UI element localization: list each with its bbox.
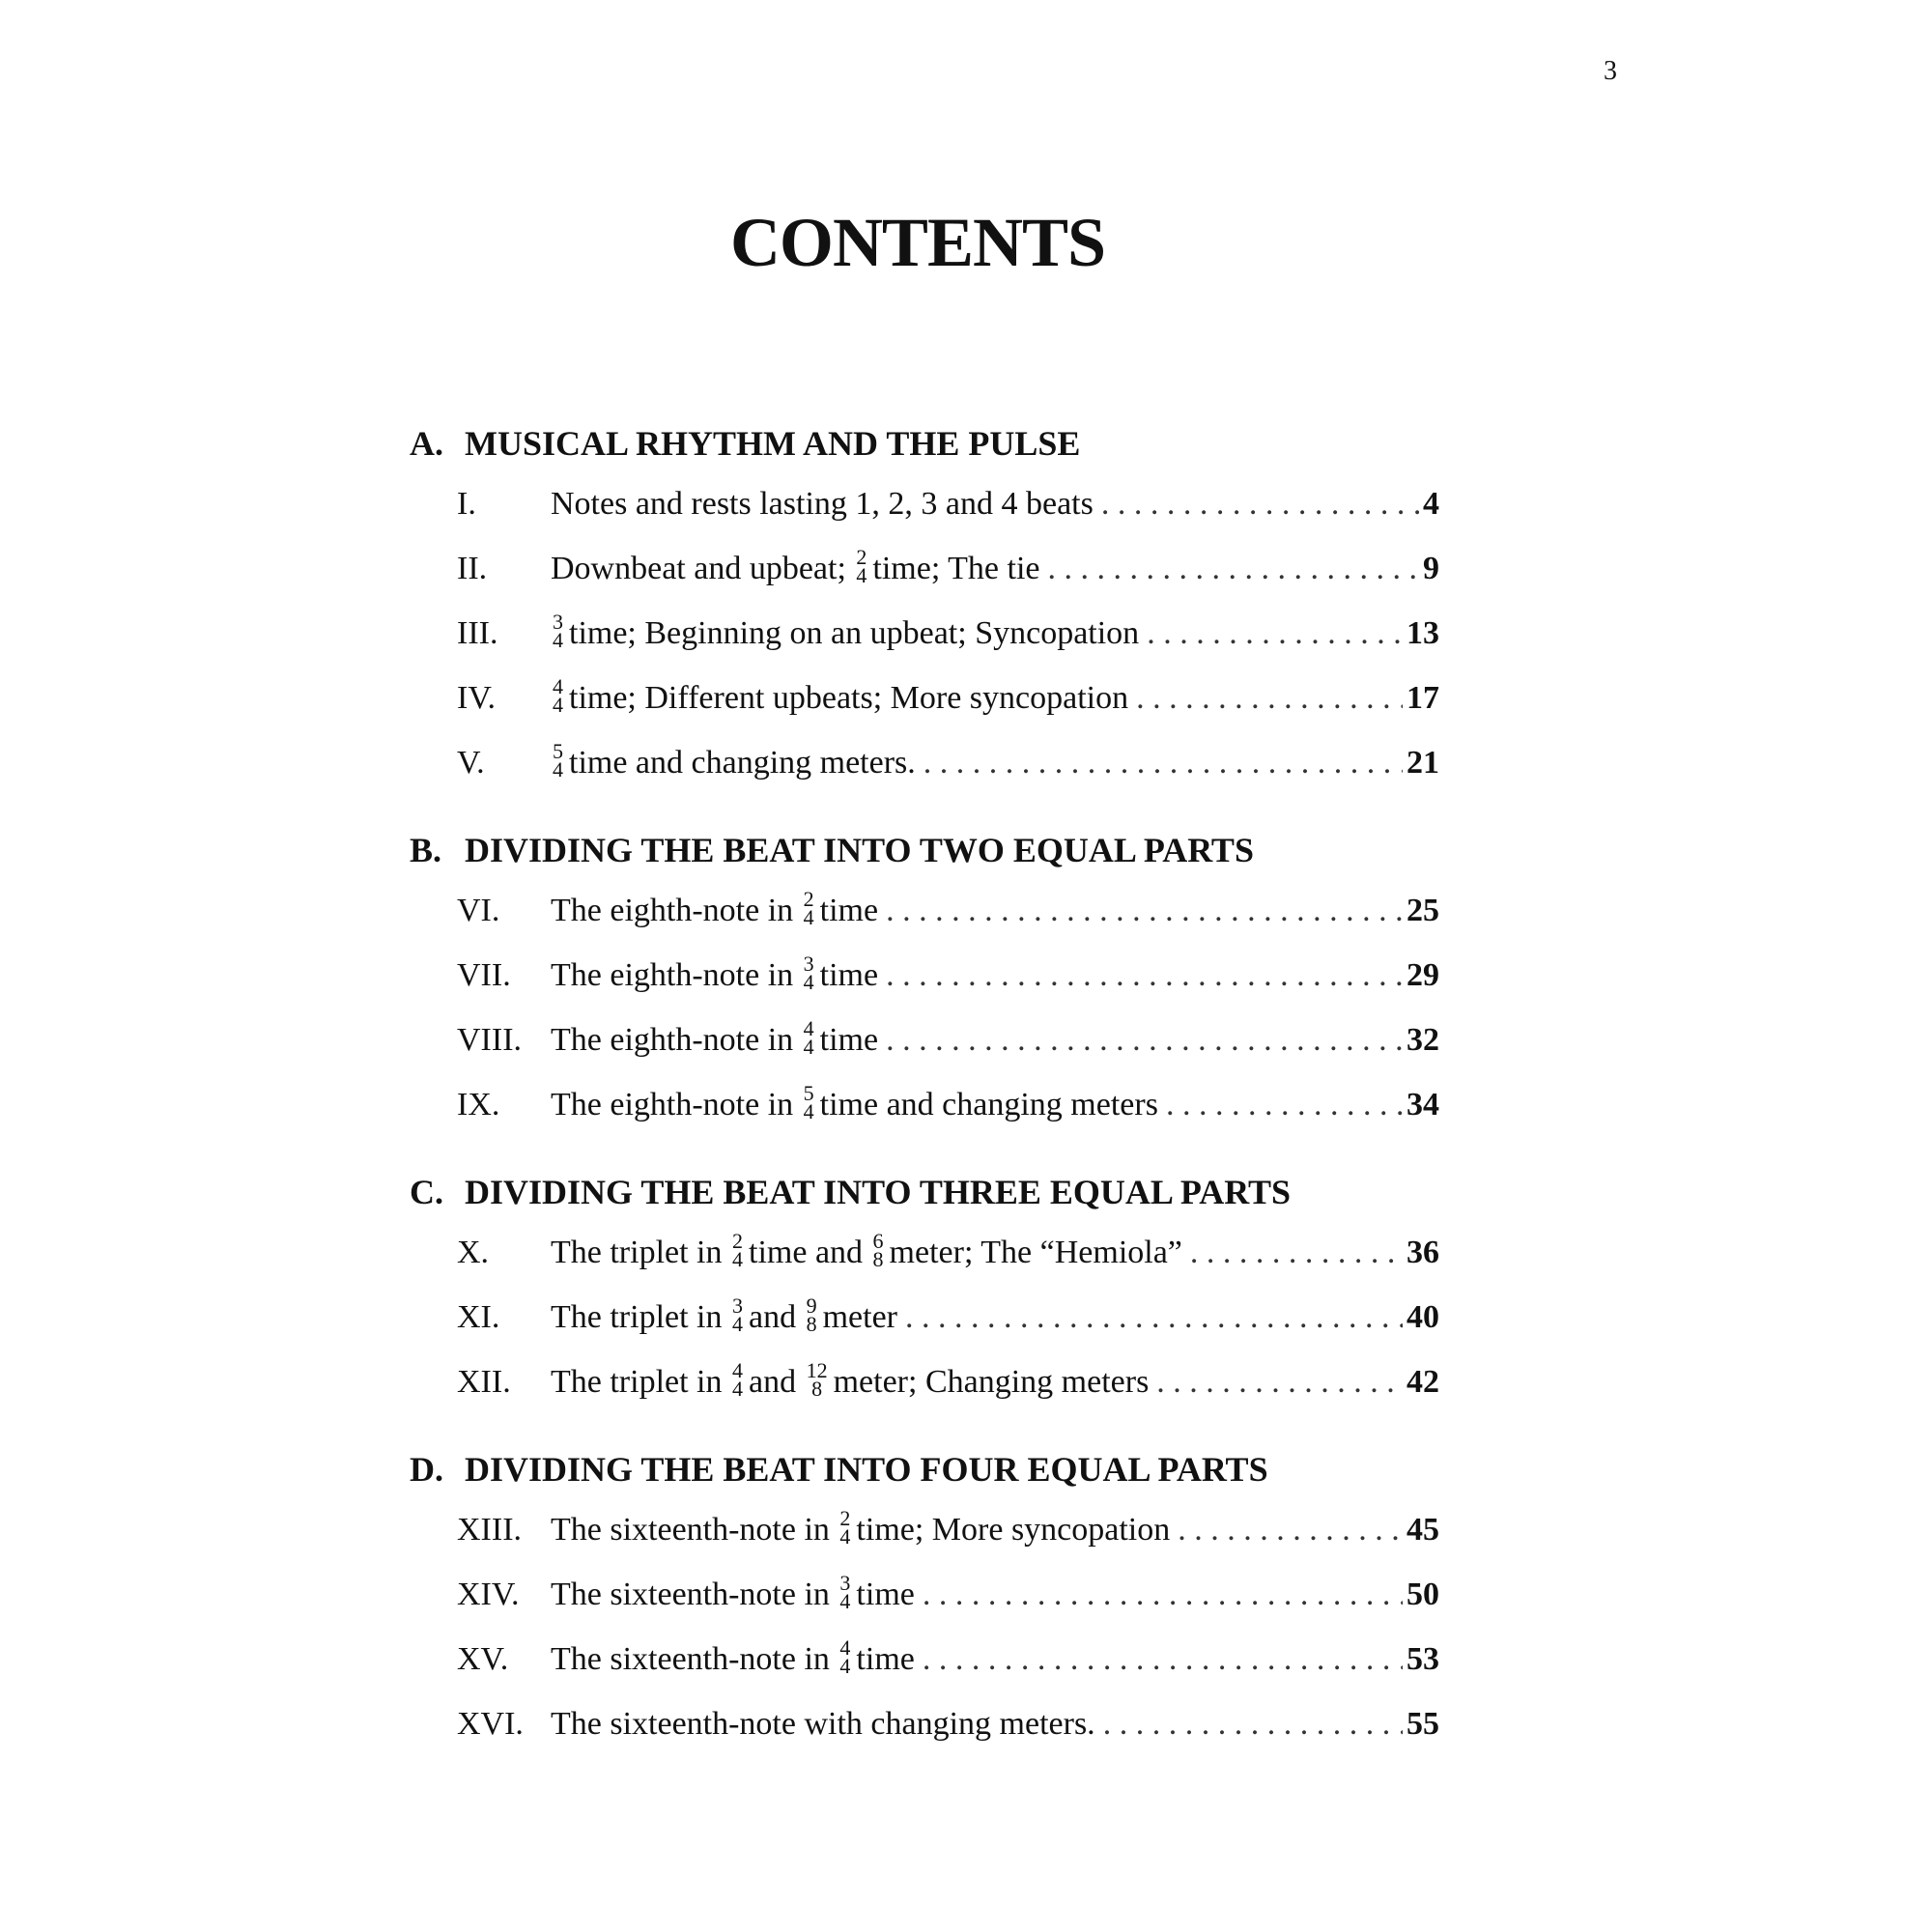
entry-title-text: The sixteenth-note in	[551, 1577, 838, 1612]
entry-title	[551, 730, 916, 795]
entry-title	[551, 1008, 878, 1072]
time-signature-numerator: 5	[553, 739, 563, 764]
entry-title	[551, 943, 878, 1008]
time-signature-numerator: 5	[803, 1081, 814, 1106]
section-letter: D.	[410, 1450, 443, 1489]
entry-page-number: 50	[1406, 1577, 1439, 1612]
time-signature	[732, 1229, 744, 1272]
time-signature	[803, 1016, 814, 1060]
entry-page-number: 45	[1406, 1512, 1439, 1548]
entry-title	[551, 878, 878, 943]
entry-title	[551, 666, 1128, 730]
time-signature-denominator: 4	[553, 757, 563, 782]
toc-entry[interactable]	[410, 1497, 1439, 1562]
entry-page-number: 4	[1423, 486, 1439, 522]
entry-number: XIV.	[457, 1577, 520, 1612]
toc-section	[410, 415, 1439, 795]
section-letter: C.	[410, 1173, 443, 1211]
table-of-contents	[410, 415, 1439, 1756]
entry-title-text: and	[749, 1299, 805, 1335]
toc-entry[interactable]	[410, 536, 1439, 601]
entry-page-number: 21	[1406, 745, 1439, 781]
dot-leader	[1147, 601, 1403, 666]
toc-entry[interactable]	[410, 1220, 1439, 1285]
time-signature	[732, 1293, 744, 1337]
dot-leader	[905, 1285, 1403, 1350]
time-signature-denominator: 4	[553, 628, 563, 653]
time-signature	[856, 545, 867, 588]
toc-entry[interactable]	[410, 1691, 1439, 1756]
entry-number: XVI.	[457, 1706, 524, 1742]
time-signature-denominator: 4	[803, 970, 814, 995]
time-signature	[803, 952, 814, 995]
toc-section	[410, 822, 1439, 1137]
time-signature-numerator: 6	[872, 1229, 884, 1254]
dot-leader	[886, 943, 1403, 1008]
section-letter: A.	[410, 424, 443, 463]
entry-title-text: The triplet in	[551, 1235, 731, 1270]
section-letter: B.	[410, 831, 442, 869]
entry-title-text: The sixteenth-note with changing meters.	[551, 1706, 1095, 1742]
entry-title-text: time	[819, 1022, 879, 1058]
toc-section	[410, 1164, 1439, 1414]
entry-title-text: meter; The “Hemiola”	[889, 1235, 1182, 1270]
entry-title-text: The triplet in	[551, 1364, 731, 1400]
dot-leader	[1101, 471, 1419, 536]
toc-entry[interactable]	[410, 1285, 1439, 1350]
time-signature	[553, 674, 563, 718]
entry-page-number: 25	[1406, 893, 1439, 928]
entry-page-number: 36	[1406, 1235, 1439, 1270]
entry-page-number: 32	[1406, 1022, 1439, 1058]
page-number: 3	[1604, 56, 1617, 86]
section-heading-text: DIVIDING THE BEAT INTO FOUR EQUAL PARTS	[465, 1450, 1268, 1489]
time-signature-numerator: 9	[806, 1293, 817, 1319]
time-signature-numerator: 12	[806, 1358, 828, 1383]
time-signature	[803, 1081, 814, 1124]
time-signature	[872, 1229, 884, 1272]
dot-leader	[1156, 1350, 1403, 1414]
time-signature-numerator: 4	[732, 1358, 744, 1383]
section-heading	[410, 822, 1439, 878]
dot-leader	[923, 1562, 1403, 1627]
section-heading	[410, 1441, 1439, 1497]
entry-title-text: time; More syncopation	[856, 1512, 1171, 1548]
toc-section	[410, 1441, 1439, 1756]
entry-title-text: time; The tie	[872, 551, 1040, 586]
entry-title	[551, 1691, 1095, 1756]
dot-leader	[1048, 536, 1419, 601]
dot-leader	[923, 1627, 1403, 1691]
section-heading-text: DIVIDING THE BEAT INTO TWO EQUAL PARTS	[465, 831, 1254, 869]
entry-title-text: time	[856, 1641, 915, 1677]
entry-title-text: time and changing meters.	[569, 745, 916, 781]
dot-leader	[1178, 1497, 1403, 1562]
entry-title-text: meter; Changing meters	[833, 1364, 1150, 1400]
time-signature	[806, 1293, 817, 1337]
entry-page-number: 17	[1406, 680, 1439, 716]
entry-number: IX.	[457, 1087, 500, 1122]
time-signature-numerator: 3	[803, 952, 814, 977]
entry-title-text: time; Different upbeats; More syncopation	[569, 680, 1129, 716]
entry-title-text: time	[856, 1577, 915, 1612]
time-signature-denominator: 4	[803, 905, 814, 930]
entry-title	[551, 1285, 897, 1350]
entry-title	[551, 601, 1139, 666]
entry-number: VI.	[457, 893, 500, 928]
toc-entry[interactable]	[410, 1350, 1439, 1414]
time-signature-denominator: 4	[839, 1654, 851, 1679]
time-signature	[839, 1571, 851, 1614]
time-signature-denominator: 4	[803, 1035, 814, 1060]
time-signature-denominator: 8	[872, 1247, 884, 1272]
time-signature-denominator: 4	[732, 1312, 744, 1337]
time-signature-numerator: 4	[553, 674, 563, 699]
entry-number: III.	[457, 615, 498, 651]
entry-title-text: time and	[749, 1235, 871, 1270]
time-signature-denominator: 4	[839, 1524, 851, 1549]
time-signature-numerator: 2	[803, 887, 814, 912]
toc-entry[interactable]	[410, 1562, 1439, 1627]
entry-title	[551, 1627, 915, 1691]
toc-entry[interactable]	[410, 1627, 1439, 1691]
time-signature	[732, 1358, 744, 1402]
entry-number: I.	[457, 486, 476, 522]
entry-title-text: The eighth-note in	[551, 1087, 802, 1122]
entry-number: IV.	[457, 680, 496, 716]
section-heading	[410, 415, 1439, 471]
entry-title	[551, 536, 1040, 601]
time-signature-numerator: 3	[839, 1571, 851, 1596]
entry-number: XII.	[457, 1364, 511, 1400]
entry-title	[551, 471, 1094, 536]
time-signature-numerator: 4	[803, 1016, 814, 1041]
time-signature-denominator: 8	[811, 1377, 823, 1402]
entry-title-text: The triplet in	[551, 1299, 731, 1335]
toc-entry[interactable]	[410, 471, 1439, 536]
time-signature-numerator: 2	[732, 1229, 744, 1254]
time-signature-numerator: 2	[839, 1506, 851, 1531]
entry-title	[551, 1072, 1158, 1137]
dot-leader	[1103, 1691, 1403, 1756]
toc-entry[interactable]	[410, 601, 1439, 666]
time-signature-denominator: 4	[732, 1247, 744, 1272]
entry-title	[551, 1562, 915, 1627]
dot-leader	[886, 1008, 1403, 1072]
entry-title-text: time; Beginning on an upbeat; Syncopation	[569, 615, 1140, 651]
entry-title-text: time	[819, 957, 879, 993]
time-signature	[839, 1506, 851, 1549]
entry-page-number: 55	[1406, 1706, 1439, 1742]
entry-title-text: Notes and rests lasting 1, 2, 3 and 4 beats	[551, 486, 1094, 522]
entry-title	[551, 1350, 1149, 1414]
toc-entry[interactable]	[410, 1008, 1439, 1072]
entry-number: VII.	[457, 957, 511, 993]
time-signature-numerator: 3	[732, 1293, 744, 1319]
entry-page-number: 29	[1406, 957, 1439, 993]
entry-title-text: time and changing meters	[819, 1087, 1158, 1122]
entry-title-text: The eighth-note in	[551, 1022, 802, 1058]
entry-page-number: 42	[1406, 1364, 1439, 1400]
page-title: CONTENTS	[729, 204, 1106, 281]
dot-leader	[886, 878, 1403, 943]
entry-page-number: 9	[1423, 551, 1439, 586]
entry-title-text: The sixteenth-note in	[551, 1512, 838, 1548]
time-signature-denominator: 4	[856, 563, 867, 588]
toc-entry[interactable]	[410, 943, 1439, 1008]
entry-title	[551, 1220, 1182, 1285]
entry-title-text: meter	[822, 1299, 898, 1335]
time-signature-denominator: 4	[732, 1377, 744, 1402]
entry-number: XIII.	[457, 1512, 523, 1548]
entry-number: X.	[457, 1235, 490, 1270]
time-signature-denominator: 8	[806, 1312, 817, 1337]
entry-number: II.	[457, 551, 488, 586]
time-signature	[553, 610, 563, 653]
dot-leader	[1166, 1072, 1403, 1137]
dot-leader	[923, 730, 1403, 795]
time-signature-denominator: 4	[553, 693, 563, 718]
dot-leader	[1136, 666, 1403, 730]
entry-title-text: time	[819, 893, 879, 928]
time-signature	[839, 1635, 851, 1679]
section-heading-text: DIVIDING THE BEAT INTO THREE EQUAL PARTS	[465, 1173, 1291, 1211]
entry-number: V.	[457, 745, 485, 781]
dot-leader	[1190, 1220, 1403, 1285]
toc-entry[interactable]	[410, 666, 1439, 730]
entry-page-number: 34	[1406, 1087, 1439, 1122]
entry-page-number: 53	[1406, 1641, 1439, 1677]
section-heading-text: MUSICAL RHYTHM AND THE PULSE	[465, 424, 1081, 463]
entry-number: XV.	[457, 1641, 509, 1677]
entry-title-text: The eighth-note in	[551, 957, 802, 993]
time-signature	[803, 887, 814, 930]
toc-entry[interactable]	[410, 878, 1439, 943]
time-signature	[553, 739, 563, 782]
entry-number: XI.	[457, 1299, 500, 1335]
entry-title-text: The sixteenth-note in	[551, 1641, 838, 1677]
entry-title	[551, 1497, 1170, 1562]
entry-page-number: 13	[1406, 615, 1439, 651]
entry-title-text: Downbeat and upbeat;	[551, 551, 855, 586]
section-heading	[410, 1164, 1439, 1220]
time-signature-denominator: 4	[803, 1099, 814, 1124]
time-signature	[806, 1358, 828, 1402]
time-signature-numerator: 4	[839, 1635, 851, 1661]
time-signature-numerator: 3	[553, 610, 563, 635]
entry-page-number: 40	[1406, 1299, 1439, 1335]
time-signature-numerator: 2	[856, 545, 867, 570]
time-signature-denominator: 4	[839, 1589, 851, 1614]
toc-entry[interactable]	[410, 730, 1439, 795]
entry-number: VIII.	[457, 1022, 523, 1058]
entry-title-text: and	[749, 1364, 805, 1400]
toc-entry[interactable]	[410, 1072, 1439, 1137]
entry-title-text: The eighth-note in	[551, 893, 802, 928]
